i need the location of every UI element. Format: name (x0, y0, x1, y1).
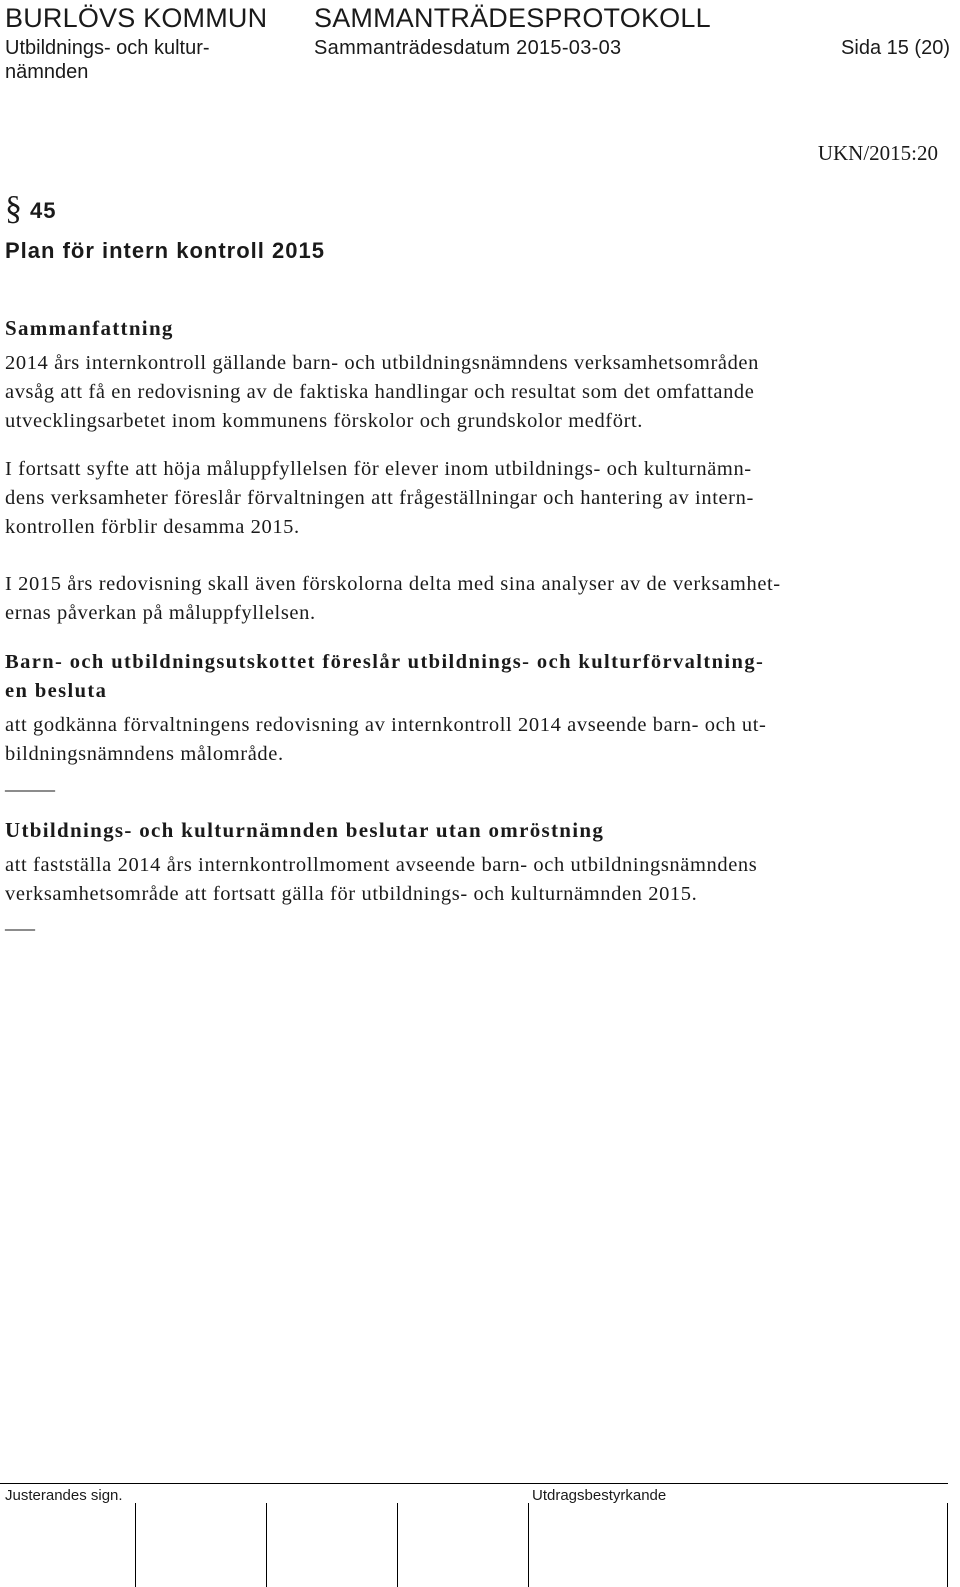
page-number: Sida 15 (20) (841, 37, 950, 59)
signature-cell-divider (528, 1503, 529, 1587)
document-type: SAMMANTRÄDESPROTOKOLL (314, 3, 711, 33)
text-line: verksamhetsområde att fortsatt gälla för utbildnings- och kulturnämnden 2015. (5, 883, 698, 905)
summary-paragraph-3 (5, 570, 945, 628)
organization-name: BURLÖVS KOMMUN (5, 3, 268, 33)
footer-rule (0, 1483, 948, 1484)
text-line: ernas påverkan på måluppfyllelsen. (5, 602, 316, 624)
separator-line: ___ (5, 911, 35, 933)
text-line: att fastställa 2014 års internkontrollmoment avseende barn- och utbildningsnämndens (5, 854, 758, 876)
summary-heading: Sammanfattning (5, 316, 174, 340)
text-line: kontrollen förblir desamma 2015. (5, 516, 300, 538)
text-line: I 2015 års redovisning skall även förskolorna delta med sina analyser av de verksamhet- (5, 573, 781, 595)
committee-name-line1: Utbildnings- och kultur- (5, 37, 210, 59)
signature-cell-divider (947, 1503, 948, 1587)
text-line: bildningsnämndens målområde. (5, 743, 284, 765)
section-title: Plan för intern kontroll 2015 (5, 238, 325, 263)
text-line: 2014 års internkontroll gällande barn- och utbildningsnämndens verksamhetsområden (5, 352, 759, 374)
meeting-date: Sammanträdesdatum 2015-03-03 (314, 37, 622, 59)
text-line: att godkänna förvaltningens redovisning av internkontroll 2014 avseende barn- och ut- (5, 714, 767, 736)
text-line: dens verksamheter föreslår förvaltningen att frågeställningar och hantering av intern- (5, 487, 754, 509)
text-line: utvecklingsarbetet inom kommunens förskolor och grundskolor medfört. (5, 410, 644, 432)
heading-line: Barn- och utbildningsutskottet föreslår utbildnings- och kulturförvaltning- (5, 651, 765, 673)
signatures-label: Justerandes sign. (5, 1487, 123, 1504)
case-number: UKN/2015:20 (817, 141, 938, 165)
proposal-text (5, 711, 945, 769)
signature-cell-divider (397, 1503, 398, 1587)
text-line: avsåg att få en redovisning av de faktiska handlingar och resultat som det omfattande (5, 381, 755, 403)
decision-text (5, 851, 945, 909)
decision-heading: Utbildnings- och kulturnämnden beslutar utan omröstning (5, 818, 605, 842)
text-line: I fortsatt syfte att höja måluppfyllelsen för elever inom utbildnings- och kulturnämn- (5, 458, 752, 480)
section-symbol: § (5, 190, 22, 227)
section-number: 45 (30, 198, 57, 223)
committee-name-line2: nämnden (5, 61, 89, 83)
signature-cell-divider (135, 1503, 136, 1587)
excerpt-certification-label: Utdragsbestyrkande (532, 1487, 667, 1504)
proposal-heading (5, 648, 945, 706)
signature-cell-divider (266, 1503, 267, 1587)
heading-line: en besluta (5, 680, 108, 702)
separator-line: _____ (5, 772, 55, 794)
summary-paragraph-1 (5, 349, 945, 436)
summary-paragraph-2 (5, 455, 945, 542)
